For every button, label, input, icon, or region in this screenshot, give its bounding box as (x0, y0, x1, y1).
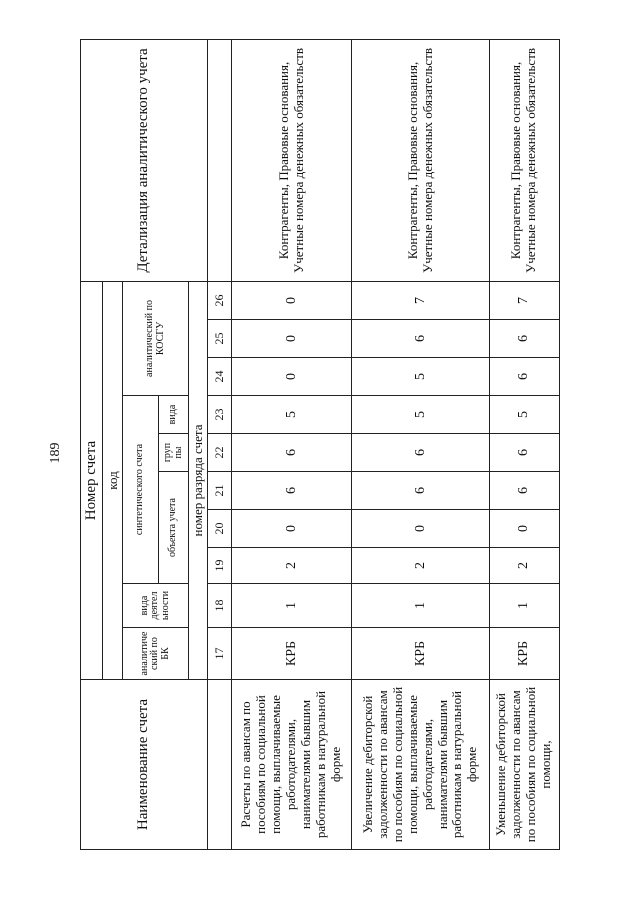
digit-cell: 21 (208, 472, 232, 510)
header-code: код (103, 281, 123, 679)
digit-cell: 25 (208, 320, 232, 358)
header-synthetic: синтетического счета (123, 396, 159, 584)
header-detail-col: Детализация аналитического учета (81, 39, 208, 281)
row-value: 0 (352, 510, 489, 548)
row-detail: Контрагенты, Правовые основания, Учетные номера денежных обязательств (232, 39, 352, 281)
row-value: КРБ (352, 628, 489, 680)
row-value: 7 (352, 281, 489, 319)
row-name: Расчеты по авансам по пособиям по социальной помощи, выплачиваемые работодателями, нанимателями бывшим работникам в натуральной форме (232, 680, 352, 850)
digit-cell: 24 (208, 358, 232, 396)
row-value: 6 (352, 434, 489, 472)
table-row (352, 39, 489, 849)
row-value: 1 (489, 584, 559, 628)
header-group: груп пы (159, 434, 189, 472)
table-row (232, 39, 352, 849)
header-account-number: Номер счета (81, 281, 103, 679)
digit-cell: 22 (208, 434, 232, 472)
row-value: КРБ (232, 628, 352, 680)
row-value: 6 (489, 472, 559, 510)
row-detail: Контрагенты, Правовые основания, Учетные номера денежных обязательств (352, 39, 489, 281)
digit-row (208, 39, 232, 849)
document-table-area (80, 40, 640, 843)
row-value: 5 (352, 358, 489, 396)
header-digit-number: номер разряда счета (189, 281, 208, 679)
row-value: 5 (352, 396, 489, 434)
row-value: 2 (232, 548, 352, 584)
row-value: 6 (489, 434, 559, 472)
digit-cell: 17 (208, 628, 232, 680)
digit-cell: 19 (208, 548, 232, 584)
digit-cell: 20 (208, 510, 232, 548)
row-value: 6 (489, 358, 559, 396)
row-value: 7 (489, 281, 559, 319)
row-value: 5 (489, 396, 559, 434)
row-value: 6 (232, 434, 352, 472)
row-name: Увеличение дебиторской задолженности по авансам по пособиям по социальной помощи, выплачиваемые работодателями, нанимателями бывшим работникам в натуральной форме (352, 680, 489, 850)
row-value: 1 (352, 584, 489, 628)
digit-cell: 26 (208, 281, 232, 319)
row-value: КРБ (489, 628, 559, 680)
header-kosgu: аналитический по КОСГУ (123, 281, 189, 395)
digit-cell: 18 (208, 584, 232, 628)
row-value: 0 (232, 358, 352, 396)
header-analytic-bk: аналитиче ский по БК (123, 628, 189, 680)
header-activity-type: вида деятел ьности (123, 584, 189, 628)
header-account-object: объекта учета (159, 472, 189, 584)
header-name-col: Наименование счета (81, 680, 208, 850)
header-kind: вида (159, 396, 189, 434)
digit-cell: 23 (208, 396, 232, 434)
row-value: 2 (489, 548, 559, 584)
row-value: 5 (232, 396, 352, 434)
row-value: 6 (489, 320, 559, 358)
page-number: 189 (48, 442, 63, 464)
row-value: 0 (232, 510, 352, 548)
row-value: 1 (232, 584, 352, 628)
row-detail: Контрагенты, Правовые основания, Учетные номера денежных обязательств (489, 39, 559, 281)
row-value: 6 (352, 320, 489, 358)
row-value: 6 (352, 472, 489, 510)
row-name: Уменьшение дебиторской задолженности по авансам по пособиям по социальной помощи, (489, 680, 559, 850)
accounts-table (80, 39, 560, 850)
row-value: 0 (489, 510, 559, 548)
table-row (489, 39, 559, 849)
row-value: 2 (352, 548, 489, 584)
row-value: 0 (232, 281, 352, 319)
row-value: 6 (232, 472, 352, 510)
row-value: 0 (232, 320, 352, 358)
